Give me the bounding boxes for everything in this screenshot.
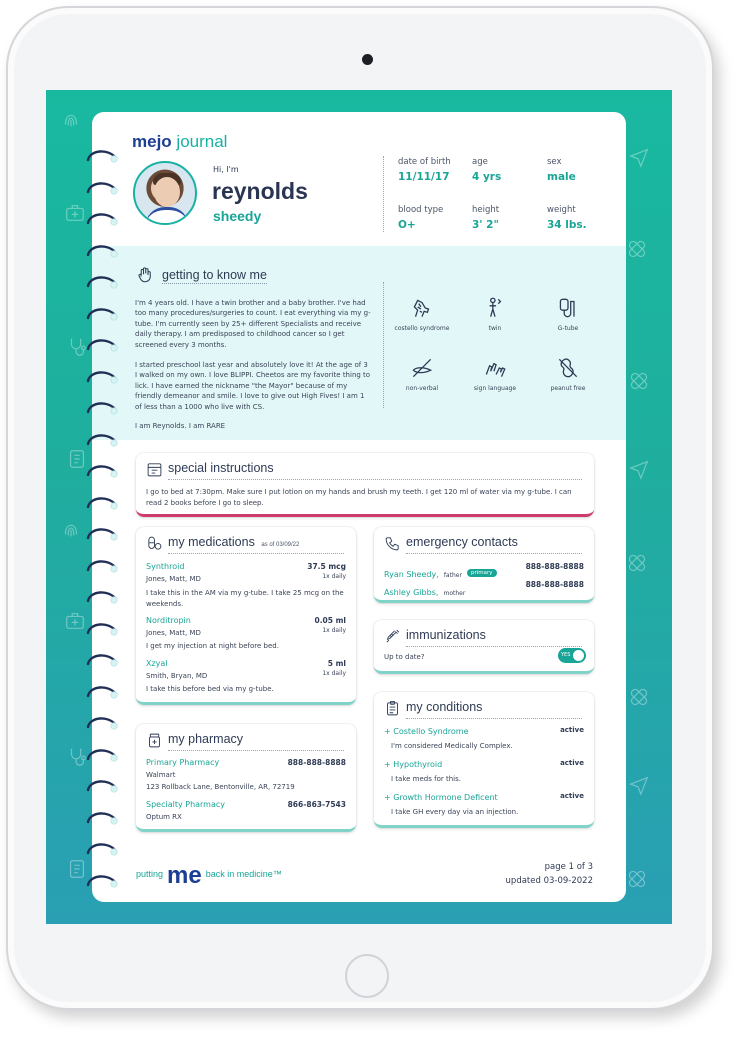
spiral-ring	[86, 715, 120, 731]
footer-tagline: putting me back in medicine™	[136, 862, 282, 889]
first-aid-kit-icon-2	[64, 610, 86, 632]
medications-as-of: as of 03/09/22	[261, 542, 300, 548]
phone-icon	[384, 535, 401, 552]
logo-journal: journal	[176, 132, 228, 151]
spiral-ring	[86, 337, 120, 353]
condition-2: + Hypothyroid	[384, 760, 443, 769]
trait-sign-language: sign language	[460, 355, 530, 392]
med-name-1: Synthroid	[146, 562, 185, 571]
page-number: page 1 of 3	[544, 862, 593, 872]
spiral-ring	[86, 495, 120, 511]
bandage-icon-4	[628, 686, 650, 708]
immunizations-title: immunizations	[406, 628, 486, 642]
med-note-3: I take this before bed via my g-tube.	[146, 685, 274, 693]
about-title: getting to know me	[162, 268, 267, 282]
spiral-ring	[86, 432, 120, 448]
med-freq-3: 1x daily	[322, 670, 346, 677]
medications-title: my medications as of 03/09/22	[168, 535, 300, 549]
spiral-ring	[86, 747, 120, 763]
paper-plane-icon-2	[628, 458, 650, 480]
pharmacy-card	[136, 724, 356, 832]
contact-phone-2[interactable]: 888-888-8888	[525, 580, 584, 589]
home-button[interactable]	[345, 954, 389, 998]
spiral-ring	[86, 400, 120, 416]
pharmacy-name-1: Primary Pharmacy	[146, 758, 220, 767]
special-instructions-title: special instructions	[168, 461, 274, 475]
about-divider	[383, 282, 384, 408]
condition-note-3: I take GH every day via an injection.	[391, 808, 519, 816]
up-to-date-toggle[interactable]	[558, 648, 586, 663]
header-divider	[383, 156, 384, 232]
spiral-ring	[86, 463, 120, 479]
spiral-ring	[86, 148, 120, 164]
about-paragraph-3: I am Reynolds. I am RARE	[135, 422, 226, 430]
spiral-ring	[86, 558, 120, 574]
med-dose-3: 5 ml	[327, 659, 346, 668]
twin-icon	[482, 295, 508, 321]
spiral-ring	[86, 873, 120, 889]
med-name-3: Xzyal	[146, 659, 168, 668]
med-doctor-2: Jones, Matt, MD	[146, 629, 201, 637]
pill-icon	[146, 535, 163, 552]
condition-note-1: I'm considered Medically Complex.	[391, 742, 513, 750]
spiral-ring	[86, 841, 120, 857]
pharmacy-name-2: Specialty Pharmacy	[146, 800, 226, 809]
conditions-title: my conditions	[406, 700, 483, 714]
trait-g-tube: G-tube	[533, 295, 603, 332]
med-doctor-1: Jones, Matt, MD	[146, 575, 201, 583]
med-dose-2: 0.05 ml	[314, 616, 346, 625]
immunizations-question: Up to date?	[384, 653, 425, 661]
instructions-icon	[146, 461, 163, 478]
about-paragraph-2: I started preschool last year and absolutely love it! At the age of 3 I walked on my own. I love BLIPPI. Cheetos are my favorite thing to lick. I have earned the nickname "the Mayor" because of my friendly demeanor and smile. I love to give out High Fives! I am 1 of less than a 1000 who live with CS.	[135, 361, 371, 411]
med-freq-1: 1x daily	[322, 573, 346, 580]
spiral-ring	[86, 369, 120, 385]
trait-costello-syndrome: costello syndrome	[387, 295, 457, 332]
spiral-ring	[86, 810, 120, 826]
conditions-card	[374, 692, 594, 828]
immunizations-card	[374, 620, 594, 674]
paper-plane-icon-3	[628, 774, 650, 796]
pharmacy-line1-1: Walmart	[146, 771, 176, 779]
med-freq-2: 1x daily	[322, 627, 346, 634]
fingerprint-icon-2	[60, 518, 82, 540]
updated-date: updated 03-09-2022	[505, 876, 593, 886]
spiral-ring	[86, 526, 120, 542]
spiral-ring	[86, 684, 120, 700]
sign-language-icon	[482, 355, 508, 381]
spiral-ring	[86, 274, 120, 290]
bandage-icon-5	[626, 868, 648, 890]
mejo-logo	[132, 132, 227, 152]
spiral-ring	[86, 621, 120, 637]
first-name: reynolds	[212, 178, 308, 204]
condition-status-1: active	[560, 726, 584, 734]
fingerprint-icon	[60, 108, 82, 130]
special-instructions-card	[136, 453, 594, 517]
avatar	[133, 161, 197, 225]
pharmacy-phone-1[interactable]: 888-888-8888	[287, 758, 346, 767]
non-verbal-icon	[409, 355, 435, 381]
stat-sex: sex male	[547, 157, 576, 183]
bandage-icon-3	[626, 552, 648, 574]
med-note-2: I get my injection at night before bed.	[146, 642, 279, 650]
spiral-ring	[86, 778, 120, 794]
emergency-contacts-card	[374, 527, 594, 603]
about-paragraph-1: I'm 4 years old. I have a twin brother and a baby brother. I've had too many procedures/surgeries to count. I eat everything via my g-tube. I'm currently seen by 25+ different Specialists and receive daily therapy. I am predisposed to childhood cancer so I get screened every 3 months.	[135, 299, 371, 349]
spiral-ring	[86, 589, 120, 605]
paper-plane-icon	[628, 146, 650, 168]
pharmacy-phone-2[interactable]: 866-863-7543	[287, 800, 346, 809]
peanut-free-icon	[555, 355, 581, 381]
pill-bottle-icon	[146, 732, 163, 749]
toggle-label: YES	[561, 651, 571, 658]
spiral-ring	[86, 243, 120, 259]
condition-1: + Costello Syndrome	[384, 727, 469, 736]
g-tube-icon	[555, 295, 581, 321]
pharmacy-line1-2: Optum RX	[146, 813, 182, 821]
stat-dob: date of birth 11/11/17	[398, 157, 451, 183]
contact-phone-1[interactable]: 888-888-8888	[525, 562, 584, 571]
trait-non-verbal: non-verbal	[387, 355, 457, 392]
stat-weight: weight 34 lbs.	[547, 205, 587, 231]
stat-height: height 3' 2"	[472, 205, 500, 231]
bandage-icon-2	[628, 370, 650, 392]
medications-card	[136, 527, 356, 705]
pharmacy-title: my pharmacy	[168, 732, 244, 746]
spiral-ring	[86, 180, 120, 196]
stethoscope-icon	[66, 336, 88, 358]
spiral-ring	[86, 306, 120, 322]
condition-status-3: active	[560, 792, 584, 800]
bandage-icon	[626, 238, 648, 260]
trait-peanut-free: peanut free	[533, 355, 603, 392]
first-aid-kit-icon	[64, 202, 86, 224]
condition-3: + Growth Hormone Deficent	[384, 793, 498, 802]
condition-note-2: I take meds for this.	[391, 775, 461, 783]
zebra-icon	[409, 295, 435, 321]
stethoscope-icon-2	[66, 746, 88, 768]
condition-status-2: active	[560, 759, 584, 767]
med-note-1: I take this in the AM via my g-tube. I take 25 mcg on the weekends.	[146, 589, 344, 608]
med-doctor-3: Smith, Bryan, MD	[146, 672, 208, 680]
contact-2: Ashley Gibbs, mother	[384, 588, 466, 597]
trait-twin: twin	[460, 295, 530, 332]
contact-1: Ryan Sheedy, father primary	[384, 562, 497, 581]
emergency-contacts-title: emergency contacts	[406, 535, 518, 549]
prescription-icon	[66, 448, 88, 470]
greeting: Hi, I'm	[213, 165, 239, 174]
special-instructions-text: I go to bed at 7:30pm. Make sure I put lotion on my hands and brush my teeth. I get 120 ml of water via my g-tube. I can read 2 books before I go to sleep.	[146, 488, 572, 507]
stat-age: age 4 yrs	[472, 157, 502, 183]
pharmacy-address-1: 123 Rollback Lane, Bentonville, AR, 72719	[146, 783, 295, 791]
spiral-ring	[86, 652, 120, 668]
spiral-ring	[86, 211, 120, 227]
syringe-icon	[384, 628, 401, 645]
prescription-icon-2	[66, 858, 88, 880]
last-name: sheedy	[213, 208, 262, 224]
logo-mejo: mejo	[132, 132, 172, 151]
camera-dot	[362, 54, 373, 65]
wave-hand-icon	[136, 266, 154, 284]
stat-blood-type: blood type O+	[398, 205, 444, 231]
me-logo: me	[167, 862, 202, 889]
clipboard-icon	[384, 700, 401, 717]
page-info	[506, 860, 593, 888]
med-dose-1: 37.5 mcg	[307, 562, 346, 571]
med-name-2: Norditropin	[146, 616, 191, 625]
primary-badge: primary	[467, 569, 497, 577]
